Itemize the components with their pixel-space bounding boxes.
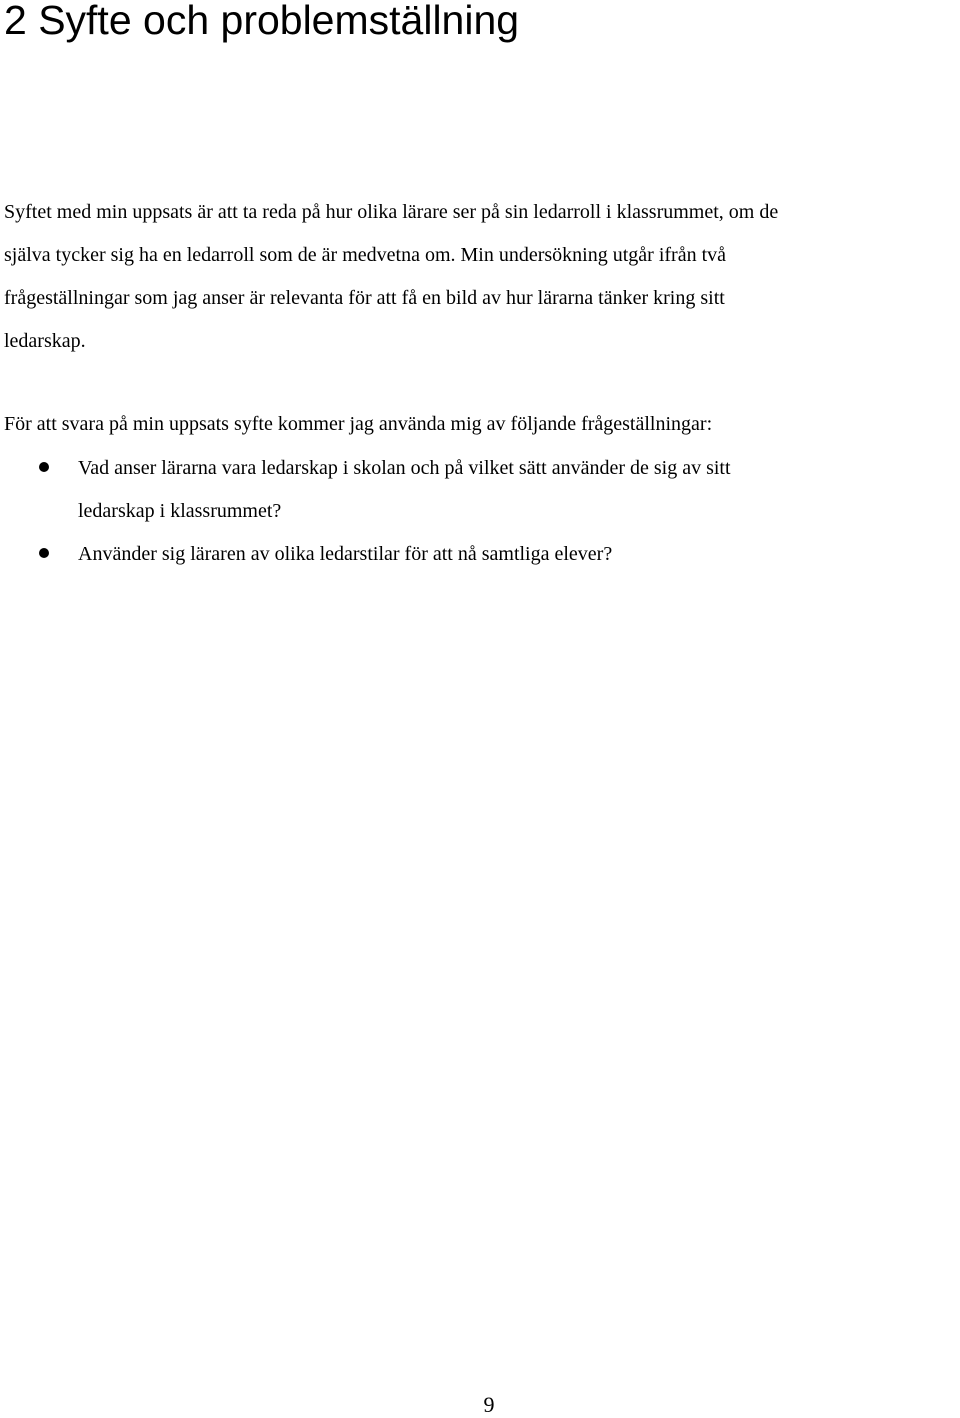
list-item (0, 447, 731, 533)
bullet-icon (39, 462, 49, 472)
list-item-line: Använder sig läraren av olika ledarstilar för att nå samtliga elever? (78, 543, 613, 565)
bullet-icon (39, 548, 49, 558)
purpose-paragraph (4, 191, 778, 363)
page-number: 9 (483, 1392, 495, 1417)
paragraph-line: För att svara på min uppsats syfte kommer jag använda mig av följande frågeställningar: (4, 413, 713, 435)
section-heading: 2 Syfte och problemställning (4, 0, 520, 43)
list-item (0, 533, 731, 576)
paragraph-line: Syftet med min uppsats är att ta reda på hur olika lärare ser på sin ledarroll i klassrummet, om de (4, 201, 779, 223)
paragraph-line: själva tycker sig ha en ledarroll som de är medvetna om. Min undersökning utgår ifrån två (4, 244, 727, 266)
research-questions-list (0, 447, 731, 576)
paragraph-line: ledarskap. (4, 330, 86, 352)
list-item-line: ledarskap i klassrummet? (78, 500, 282, 522)
list-item-line: Vad anser lärarna vara ledarskap i skolan och på vilket sätt använder de sig av sitt (78, 457, 731, 479)
paragraph-line: frågeställningar som jag anser är relevanta för att få en bild av hur lärarna tänker kring sitt (4, 287, 725, 309)
questions-intro-paragraph (4, 403, 712, 446)
